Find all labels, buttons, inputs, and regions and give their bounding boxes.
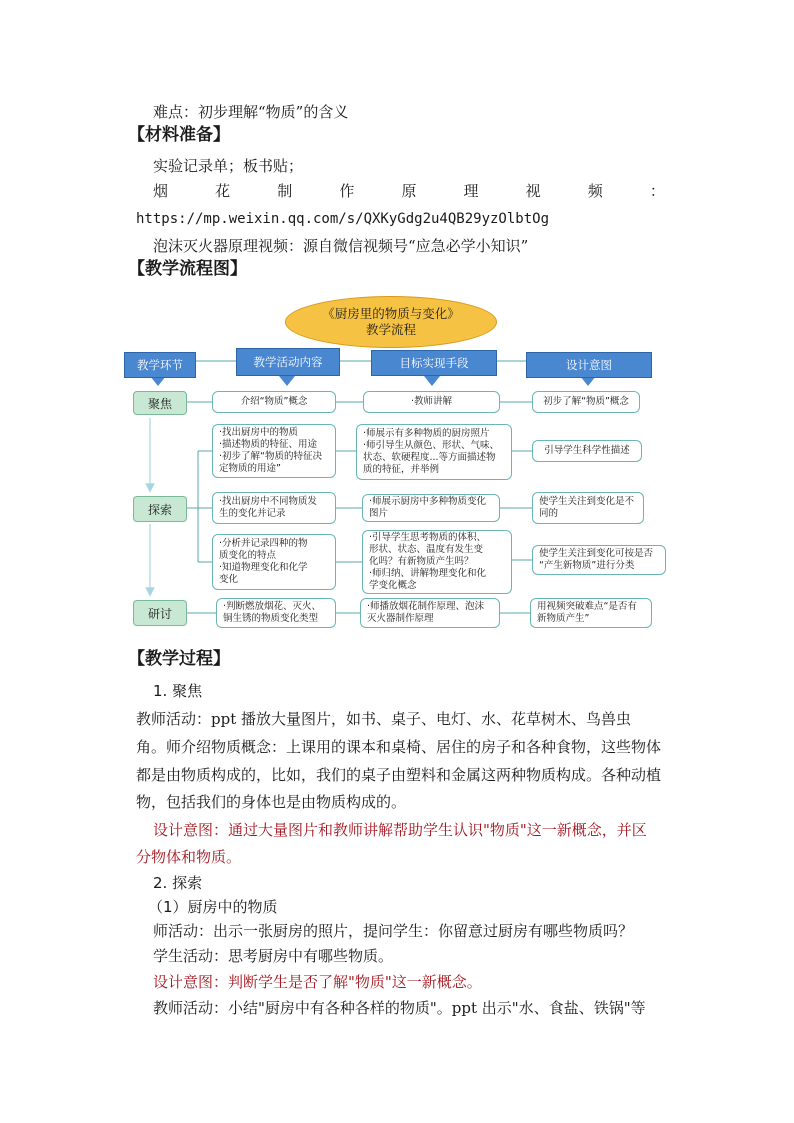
flowchart-title-line2: 教学流程 (365, 322, 416, 337)
step-discuss: 研讨 (133, 600, 187, 626)
step-explore: 探索 (133, 496, 187, 522)
video1-label-char: 制 (277, 182, 293, 200)
box-line: ·判断燃放烟花、灭火、 (223, 601, 322, 612)
header-intent: 设计意图 (526, 352, 652, 378)
box-line: 生的变化并记录 (219, 508, 286, 519)
box-line: 质的特征，并举例 (363, 464, 440, 475)
video1-label-char: 频 (587, 182, 603, 200)
row5-intent (530, 598, 652, 628)
s1-line-1: 角。师介绍物质概念：上课用的课本和桌椅、居住的房子和各种食物，这些物体 (136, 738, 662, 756)
s1-line-2: 都是由物质构成的，比如，我们的桌子由塑料和金属这两种物质构成。各种动植 (136, 766, 662, 784)
box-line: 化吗？有新物质产生吗？ (369, 556, 474, 567)
box-line: ·引导学生思考物质的体积、 (369, 532, 487, 543)
box-line: ·师展示厨房中多种物质变化 (369, 496, 487, 507)
box-line: 使学生关注到变化可按是否 (539, 548, 654, 559)
box-line: 使学生关注到变化是不 (539, 496, 635, 507)
step-focus: 聚焦 (133, 391, 187, 415)
section1-title: 1. 聚焦 (153, 682, 203, 700)
row1-means (363, 391, 500, 413)
row4-intent (532, 545, 666, 575)
video1-label-char: ： (649, 182, 665, 200)
box-line: ·师展示有多种物质的厨房照片 (363, 428, 490, 439)
process-heading: 【教学过程】 (128, 649, 230, 669)
video1-url[interactable]: https://mp.weixin.qq.com/s/QXKyGdg2u4QB29yzOlbtOg (136, 211, 550, 227)
box-line: 灭火器制作原理 (367, 613, 434, 624)
box-line: 变化 (219, 574, 239, 585)
box-line: ·分析并记录四种的物 (219, 538, 308, 549)
row1-intent (532, 391, 640, 413)
section2-title: 2. 探索 (153, 874, 203, 892)
box-line: 铜生锈的物质变化类型 (223, 613, 319, 624)
s1-line-0: 教师活动：ppt 播放大量图片，如书、桌子、电灯、水、花草树木、鸟兽虫 (136, 710, 632, 728)
header-stage: 教学环节 (124, 352, 196, 378)
video1-label-char: 作 (339, 182, 355, 200)
box-line: ·教师讲解 (410, 396, 453, 407)
row3-means (362, 494, 500, 522)
box-line: 引导学生科学性描述 (544, 445, 630, 456)
video1-label-char: 原 (401, 182, 417, 200)
box-line: “产生新物质”进行分类 (539, 560, 635, 571)
row3-intent (532, 492, 644, 524)
row1-activity (212, 391, 336, 413)
section2-sub: （1）厨房中的物质 (148, 898, 278, 916)
row3-activity (212, 492, 336, 524)
box-line: ·找出厨房中不同物质发 (219, 496, 318, 507)
s1-design-1: 分物体和物质。 (136, 848, 242, 866)
box-line: 学变化概念 (369, 580, 417, 591)
row5-means (360, 598, 500, 628)
row5-activity (216, 598, 336, 628)
box-line: 状态、软硬程度...等方面描述物 (363, 452, 496, 463)
header-means: 目标实现手段 (371, 350, 497, 376)
s2-teacher: 师活动：出示一张厨房的照片，提问学生：你留意过厨房有哪些物质吗？ (153, 922, 634, 940)
box-line: ·师归纳、讲解物理变化和化 (369, 568, 487, 579)
row4-activity (212, 534, 336, 590)
box-line: ·描述物质的特征、用途 (219, 439, 318, 450)
row2-means (356, 424, 512, 480)
box-line: 初步了解“物质”概念 (543, 396, 629, 407)
header-activity: 教学活动内容 (236, 348, 340, 376)
s1-line-3: 物，包括我们的身体也是由物质构成的。 (136, 793, 407, 811)
box-line: 形状、状态、温度有发生变 (369, 544, 484, 555)
video2-line: 泡沫灭火器原理视频：源自微信视频号“应急必学小知识” (153, 237, 529, 255)
video1-label (153, 180, 665, 201)
box-line: 用视频突破难点“是否有 (537, 601, 637, 612)
box-line: 图片 (369, 508, 389, 519)
flowchart-title-line1: 《厨房里的物质与变化》 (322, 306, 460, 321)
s2-design: 设计意图：判断学生是否了解"物质"这一新概念。 (153, 973, 482, 991)
box-line: ·找出厨房中的物质 (219, 427, 299, 438)
video1-label-char: 理 (463, 182, 479, 200)
s2-last: 教师活动：小结"厨房中有各种各样的物质"。ppt 出示"水、食盐、铁锅"等 (153, 999, 646, 1017)
row2-activity (212, 424, 336, 478)
box-line: 介绍“物质”概念 (240, 396, 308, 407)
row4-means (362, 530, 512, 594)
difficulty-line: 难点：初步理解“物质”的含义 (153, 103, 349, 121)
box-line: ·知道物理变化和化学 (219, 562, 308, 573)
video1-label-char: 烟 (153, 182, 169, 200)
flow-heading: 【教学流程图】 (128, 259, 247, 279)
row2-intent (532, 440, 642, 462)
box-line: ·初步了解“物质的特征决 (219, 451, 322, 462)
materials-heading: 【材料准备】 (128, 125, 230, 145)
box-line: 质变化的特点 (219, 550, 277, 561)
materials-line1: 实验记录单；板书贴； (153, 157, 304, 175)
flowchart-title (285, 296, 497, 348)
video1-label-char: 花 (215, 182, 231, 200)
video1-label-char: 视 (525, 182, 541, 200)
s1-design-0: 设计意图：通过大量图片和教师讲解帮助学生认识"物质"这一新概念，并区 (153, 821, 647, 839)
s2-student: 学生活动：思考厨房中有哪些物质。 (153, 947, 394, 965)
box-line: 新物质产生” (537, 613, 590, 624)
box-line: 定物质的用途” (219, 463, 281, 474)
box-line: ·师播放烟花制作原理、泡沫 (367, 601, 485, 612)
box-line: 同的 (539, 508, 559, 519)
box-line: ·师引导生从颜色、形状、气味、 (363, 440, 500, 451)
